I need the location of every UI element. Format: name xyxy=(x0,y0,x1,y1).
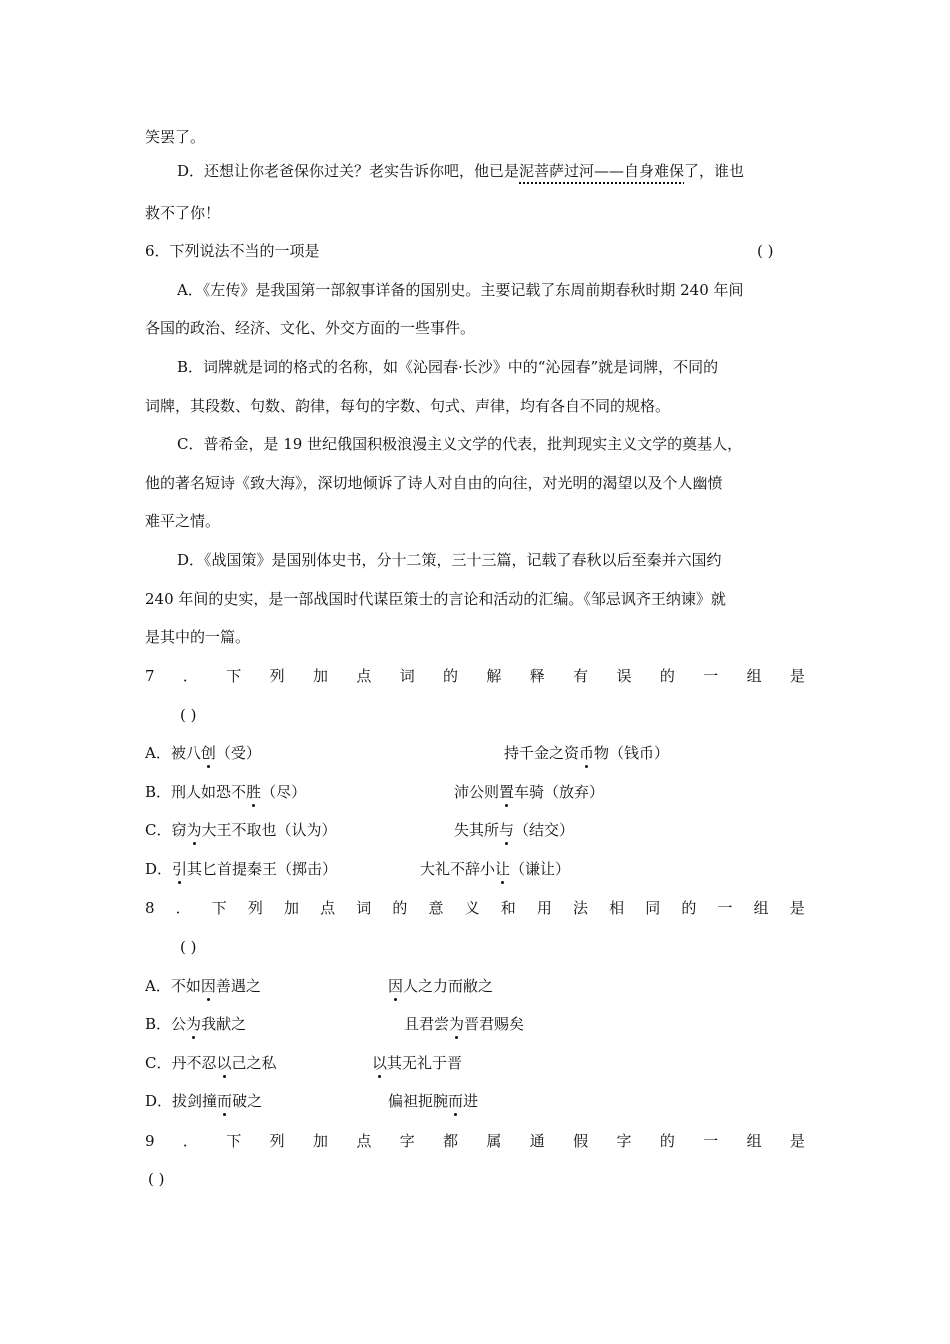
emphasis-dot xyxy=(505,842,508,845)
text-segment: 破之 xyxy=(232,1092,263,1110)
stem-char: 8 xyxy=(145,899,155,917)
dotted-char: 为 xyxy=(187,821,202,839)
text-segment: 且君尝 xyxy=(404,1015,450,1033)
emphasis-dot xyxy=(178,881,181,884)
option-6-c-cont2: 难平之情。 xyxy=(145,512,221,530)
text-segment: （谦让） xyxy=(510,860,571,878)
option-letter: C． xyxy=(145,821,172,839)
option-6-b-cont: 词牌，其段数、句数、韵律，每句的字数、句式、声律，均有各自不同的规格。 xyxy=(145,397,671,415)
emphasis-dot xyxy=(252,804,255,807)
option-right xyxy=(454,820,574,840)
text-segment: 我献之 xyxy=(201,1015,247,1033)
option-left xyxy=(145,782,306,802)
stem-char: 都 xyxy=(443,1132,459,1150)
dotted-char: 置 xyxy=(499,783,514,801)
dotted-char: 以 xyxy=(372,1054,387,1072)
text-segment: （受） xyxy=(215,744,261,762)
emphasis-dot xyxy=(394,998,397,1001)
answer-blank: ( ) xyxy=(757,242,774,260)
option-6-d-cont: 240 年间的史实，是一部战国时代谋臣策士的言论和活动的汇编。《邹忌讽齐王纳谏》就 xyxy=(145,590,726,608)
text-segment: 人之力而敝之 xyxy=(403,977,494,995)
text-segment: 被八 xyxy=(170,744,201,762)
option-right xyxy=(454,782,604,802)
option-6-b: B．词牌就是词的格式的名称，如《沁园春·长沙》中的“沁园春”就是词牌，不同的 xyxy=(177,358,719,376)
stem-char: 的 xyxy=(443,667,459,685)
stem-char: 列 xyxy=(247,899,263,917)
stem-char: 列 xyxy=(269,1132,285,1150)
option-left xyxy=(145,1053,277,1073)
stem-char: 义 xyxy=(464,899,480,917)
emphasis-dot xyxy=(207,998,210,1001)
text-segment: 进 xyxy=(463,1092,479,1110)
stem-char: 点 xyxy=(320,899,336,917)
stem-char: 释 xyxy=(529,667,545,685)
stem-char: 一 xyxy=(703,1132,719,1150)
option-letter: B． xyxy=(145,1015,172,1033)
text-segment: 其无礼于晋 xyxy=(387,1054,463,1072)
dotted-char: 因 xyxy=(201,977,216,995)
text-segment: 己之私 xyxy=(231,1054,277,1072)
stem-char: 加 xyxy=(284,899,300,917)
text-segment: 刑人如恐不 xyxy=(171,783,247,801)
option-left xyxy=(145,859,337,879)
emphasis-dot xyxy=(505,804,508,807)
stem-char: 的 xyxy=(659,1132,675,1150)
stem-char: 用 xyxy=(536,899,552,917)
stem-char: 下 xyxy=(226,667,242,685)
dotted-char: 而 xyxy=(217,1092,232,1110)
option-6-a: A．《左传》是我国第一部叙事详备的国别史。主要记载了东周前期春秋时期 240 年间 xyxy=(177,281,744,299)
emphasis-dot xyxy=(454,1113,457,1116)
stem-char: 是 xyxy=(789,667,805,685)
question-7-stem xyxy=(145,666,805,686)
emphasis-dot xyxy=(455,1036,458,1039)
text-segment: 善遇之 xyxy=(215,977,261,995)
stem-char: ． xyxy=(175,899,191,917)
stem-char: ． xyxy=(182,1132,198,1150)
stem-char: 意 xyxy=(428,899,444,917)
option-left xyxy=(145,1014,246,1034)
stem-char: 通 xyxy=(529,1132,545,1150)
stem-char: 一 xyxy=(703,667,719,685)
emphasis-dot xyxy=(378,1075,381,1078)
text-segment: 车骑（放弃） xyxy=(514,783,605,801)
option-letter: D． xyxy=(145,860,173,878)
stem-char: 同 xyxy=(645,899,661,917)
emphasized-phrase xyxy=(519,162,684,180)
text-segment: 了，谁也 xyxy=(684,162,745,180)
dotted-char: 与 xyxy=(499,821,514,839)
stem-char: 下 xyxy=(211,899,227,917)
text-segment: 大礼不辞小 xyxy=(420,860,496,878)
emphasis-dot xyxy=(192,1036,195,1039)
option-6-d-cont2: 是其中的一篇。 xyxy=(145,628,251,646)
answer-blank: ( ) xyxy=(180,938,197,956)
stem-char: 的 xyxy=(659,667,675,685)
emphasis-dot xyxy=(223,1075,226,1078)
text-segment: 偏袒扼腕 xyxy=(388,1092,449,1110)
text-segment: 丹不忍 xyxy=(171,1054,217,1072)
stem-char: 是 xyxy=(789,899,805,917)
dotted-char: 创 xyxy=(201,744,216,762)
stem-char: 属 xyxy=(486,1132,502,1150)
text-segment: 拔剑撞 xyxy=(172,1092,218,1110)
option-right xyxy=(404,1014,524,1034)
stem-char: ． xyxy=(182,667,198,685)
option-right xyxy=(388,1091,478,1111)
option-6-c-cont: 他的著名短诗《致大海》，深切地倾诉了诗人对自由的向往，对光明的渴望以及个人幽愤 xyxy=(145,474,723,492)
text-segment: 大王不取也（认为） xyxy=(201,821,337,839)
dotted-char: 币 xyxy=(579,744,594,762)
dotted-char: 引 xyxy=(172,860,187,878)
text-segment: D．还想让你老爸保你过关？老实告诉你吧，他已是 xyxy=(177,162,520,180)
stem-char: 假 xyxy=(573,1132,589,1150)
question-6-stem: 6．下列说法不当的一项是 xyxy=(145,242,320,260)
stem-char: 有 xyxy=(573,667,589,685)
option-letter: B． xyxy=(145,783,172,801)
text-segment: 失其所 xyxy=(454,821,500,839)
stem-char: 9 xyxy=(145,1132,155,1150)
stem-char: 的 xyxy=(681,899,697,917)
stem-char: 和 xyxy=(500,899,516,917)
stem-char: 组 xyxy=(746,1132,762,1150)
stem-char: 字 xyxy=(399,1132,415,1150)
text-segment: （尽） xyxy=(261,783,307,801)
stem-char: 组 xyxy=(753,899,769,917)
option-6-c: C．普希金，是 19 世纪俄国积极浪漫主义文学的代表，批判现实主义文学的奠基人， xyxy=(177,435,743,453)
option-left xyxy=(145,976,261,996)
emphasis-dot xyxy=(223,1113,226,1116)
option-right xyxy=(372,1053,462,1073)
text-segment: 其匕首提秦王（掷击） xyxy=(187,860,338,878)
stem-char: 词 xyxy=(399,667,415,685)
stem-char: 组 xyxy=(746,667,762,685)
option-right xyxy=(504,743,669,763)
stem-char: 误 xyxy=(616,667,632,685)
text-segment: 泥菩萨过河——自身难保 xyxy=(519,162,685,180)
dotted-char: 为 xyxy=(449,1015,464,1033)
stem-char: 加 xyxy=(312,667,328,685)
option-left xyxy=(145,1091,262,1111)
stem-char: 下 xyxy=(226,1132,242,1150)
dotted-char: 让 xyxy=(495,860,510,878)
stem-char: 解 xyxy=(486,667,502,685)
stem-char: 加 xyxy=(312,1132,328,1150)
dotted-char: 而 xyxy=(448,1092,463,1110)
option-letter: A． xyxy=(145,977,171,995)
option-letter: C． xyxy=(145,1054,172,1072)
stem-char: 相 xyxy=(609,899,625,917)
stem-char: 列 xyxy=(269,667,285,685)
option-right xyxy=(388,976,493,996)
stem-char: 字 xyxy=(616,1132,632,1150)
emphasis-dot xyxy=(585,765,588,768)
text-segment: 持千金之资 xyxy=(504,744,580,762)
stem-char: 7 xyxy=(145,667,155,685)
answer-blank: ( ) xyxy=(148,1170,165,1188)
option-right xyxy=(420,859,570,879)
option-6-a-cont: 各国的政治、经济、文化、外交方面的一些事件。 xyxy=(145,319,476,337)
option-left xyxy=(145,820,337,840)
stem-char: 词 xyxy=(356,899,372,917)
text-segment: 沛公则 xyxy=(454,783,500,801)
emphasis-dot xyxy=(501,881,504,884)
text-segment: 物（钱币） xyxy=(594,744,670,762)
stem-char: 的 xyxy=(392,899,408,917)
dotted-char: 胜 xyxy=(246,783,261,801)
option-letter: A． xyxy=(145,744,171,762)
text-segment: 公 xyxy=(171,1015,187,1033)
option-6-d-prev xyxy=(177,161,744,181)
stem-char: 一 xyxy=(717,899,733,917)
stem-char: 点 xyxy=(356,667,372,685)
emphasis-dot xyxy=(207,765,210,768)
question-9-stem xyxy=(145,1131,805,1151)
option-6-d: D．《战国策》是国别体史书，分十二策，三十三篇，记载了春秋以后至秦并六国约 xyxy=(177,551,722,569)
option-left xyxy=(145,743,261,763)
stem-char: 法 xyxy=(573,899,589,917)
text-segment: 晋君赐矣 xyxy=(464,1015,525,1033)
stem-char: 点 xyxy=(356,1132,372,1150)
text-line: 救不了你！ xyxy=(145,204,221,222)
text-segment: 窃 xyxy=(171,821,187,839)
emphasis-dot xyxy=(193,842,196,845)
dotted-char: 因 xyxy=(388,977,403,995)
text-segment: 不如 xyxy=(170,977,201,995)
option-letter: D． xyxy=(145,1092,173,1110)
answer-blank: ( ) xyxy=(180,706,197,724)
text-segment: （结交） xyxy=(514,821,575,839)
dotted-char: 为 xyxy=(186,1015,201,1033)
text-line: 笑罢了。 xyxy=(145,128,206,146)
stem-char: 是 xyxy=(789,1132,805,1150)
dotted-char: 以 xyxy=(217,1054,232,1072)
question-8-stem xyxy=(145,898,805,918)
